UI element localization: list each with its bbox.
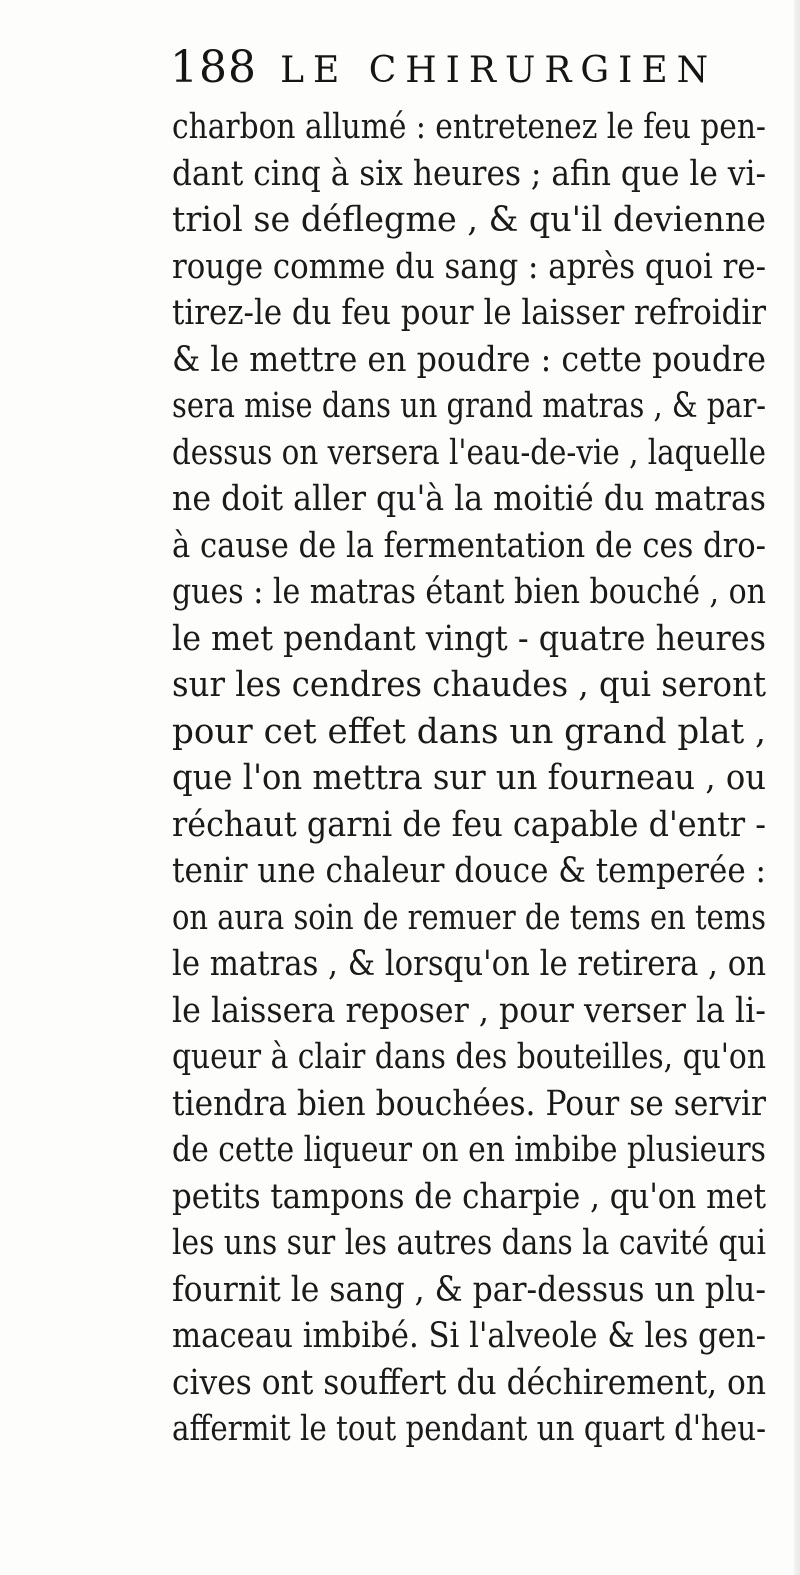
page-number: 188 [170,42,257,93]
text-line: de cette liqueur on en imbibe plusieurs [172,1130,766,1170]
text-line: fournit le sang , & par-dessus un plu- [172,1269,766,1310]
text-line: queur à clair dans des bouteilles, qu'on [172,1037,766,1077]
text-line: tiendra bien bouchées. Pour se servir [172,1083,766,1124]
text-line: dant cinq à six heures ; afin que le vi- [172,153,766,194]
text-line: rouge comme du sang : après quoi re- [172,246,766,287]
text-line: affermit le tout pendant un quart d'heu- [172,1409,766,1449]
text-line: charbon allumé : entretenez le feu pen- [172,107,766,147]
text-line: dessus on versera l'eau-de-vie , laquelle [172,432,766,473]
text-line: ne doit aller qu'à la moitié du matras [172,479,766,519]
text-line: sera mise dans un grand matras , & par- [172,386,766,426]
body-text [172,104,766,1453]
text-line: tirez-le du feu pour le laisser refroidir [172,293,766,333]
text-line: petits tampons de charpie , qu'on met [172,1176,766,1217]
text-line: sur les cendres chaudes , qui seront [172,665,766,705]
text-line: réchaut garni de feu capable d'entr - [172,804,766,845]
text-line: le matras , & lorsqu'on le retirera , on [172,944,766,984]
text-line: pour cet effet dans un grand plat , [172,711,766,752]
text-line: que l'on mettra sur un fourneau , ou [172,758,766,798]
text-line: à cause de la fermentation de ces dro- [172,525,766,566]
text-line: le met pendant vingt - quatre heures [172,618,766,659]
text-line: on aura soin de remuer de tems en tems [172,897,766,938]
text-line: les uns sur les autres dans la cavité qui [172,1223,766,1263]
text-line: triol se déflegme , & qu'il devienne [172,200,766,240]
text-line: tenir une chaleur douce & temperée : [172,851,766,891]
running-head: LE CHIRURGIEN [280,50,718,91]
text-line: & le mettre en poudre : cette poudre [172,339,766,380]
text-line: maceau imbibé. Si l'alveole & les gen- [172,1316,766,1356]
text-line: gues : le matras étant bien bouché , on [172,572,766,612]
page-edge [794,0,800,1575]
text-line: le laissera reposer , pour verser la li- [172,990,766,1031]
text-line: cives ont souffert du déchirement, on [172,1362,766,1403]
page-header [170,42,770,98]
